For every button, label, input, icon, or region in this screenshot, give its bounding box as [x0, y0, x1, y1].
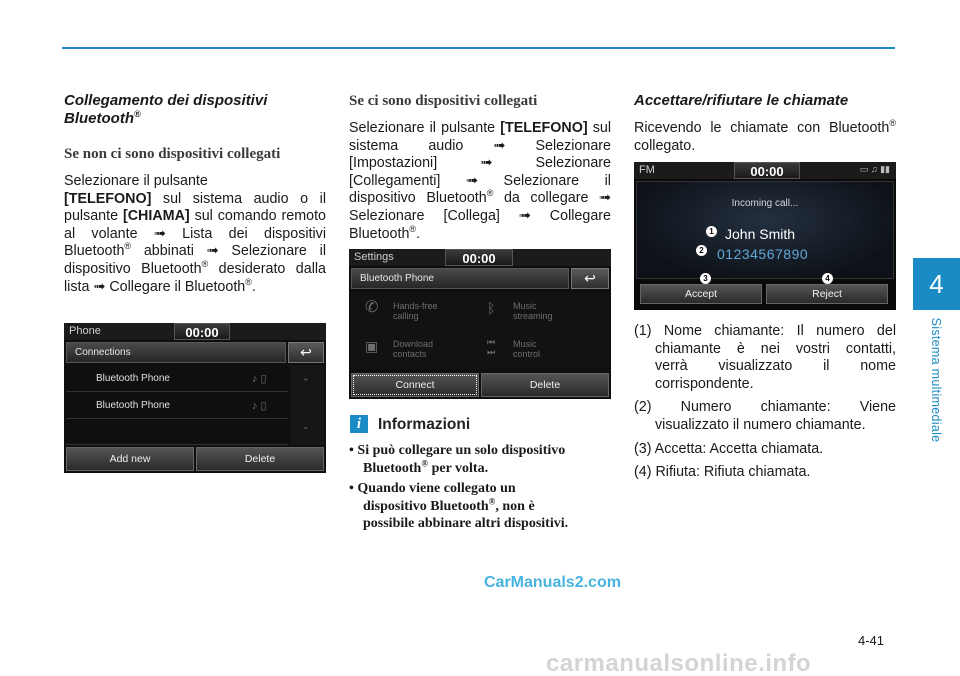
delete-button[interactable]: Delete	[481, 373, 609, 397]
callout-badge-1: 1	[706, 226, 717, 237]
empty-row	[66, 419, 288, 445]
phone-connections-screen	[64, 323, 326, 473]
device-row[interactable]: Bluetooth Phone ♪ ▯	[66, 365, 288, 392]
option-download-contacts[interactable]: Download contacts	[393, 339, 434, 359]
add-new-button[interactable]: Add new	[66, 447, 194, 471]
incoming-call-screen	[634, 162, 896, 310]
status-icons: ▭ ♫ ▮▮	[859, 164, 890, 174]
watermark-carmanuals2[interactable]: CarManuals2.com	[484, 574, 621, 591]
caller-number: 01234567890	[717, 246, 809, 262]
scrollbar[interactable]	[290, 365, 324, 445]
accept-button[interactable]: Accept	[640, 284, 762, 304]
bluetooth-phone-header: Bluetooth Phone	[351, 268, 569, 289]
info-bullet-1: • Si può collegare un solo dispositivo Bluetooth® per volta.	[349, 443, 566, 476]
phone-handset-icon: ✆	[365, 299, 379, 316]
page-number: 4-41	[858, 633, 885, 648]
back-button[interactable]	[288, 342, 324, 363]
column-3	[634, 92, 896, 155]
screen-clock: 00:00	[445, 249, 513, 266]
delete-button[interactable]: Delete	[196, 447, 324, 471]
back-icon: ↩	[584, 270, 596, 286]
screen-title: Settings	[349, 249, 611, 266]
chevron-down-icon: ⌄	[302, 421, 310, 431]
list-item: (2) Numero chiamante: Viene visualizzato il numero chiamante.	[634, 399, 896, 433]
option-music-control[interactable]: Music control	[513, 339, 541, 359]
music-note-icon: ♪ ▯	[252, 373, 267, 385]
options-grid	[351, 293, 609, 369]
media-control-icon: ⏮ ⏭	[487, 337, 496, 357]
back-icon: ↩	[300, 344, 312, 360]
option-hands-free[interactable]: Hands-free calling	[393, 301, 438, 321]
screen-title: FM	[634, 162, 896, 179]
chapter-number: 4	[929, 268, 944, 299]
watermark-carmanualsonline[interactable]: carmanualsonline.info	[546, 650, 812, 676]
info-title: Informazioni	[378, 416, 471, 433]
info-bullet-2: • Quando viene collegato un dispositivo Bluetooth®, non è possibile abbinare altri dispositivi.	[349, 481, 569, 531]
callout-badge-4: 4	[822, 273, 833, 284]
caller-name: John Smith	[725, 226, 796, 242]
subtitle-no-device: Se non ci sono dispositivi collegati	[64, 146, 281, 162]
option-music-streaming[interactable]: Music streaming	[513, 301, 553, 321]
caller-panel	[636, 181, 894, 279]
connect-button[interactable]: Connect	[351, 373, 479, 397]
screen-title: Phone	[64, 323, 326, 340]
paragraph-calls: Ricevendo le chiamate con Bluetooth® collegato.	[634, 118, 896, 154]
list-item: (1) Nome chiamante: Il numero del chiamante è nei vostri contatti, verrà visualizzato il nome corrispondente.	[634, 323, 896, 392]
chapter-tab	[913, 258, 960, 310]
section-title-calls: Accettare/rifiutare le chiamate	[634, 92, 849, 109]
contacts-icon: ▣	[365, 338, 379, 354]
list-item: (3) Accetta: Accetta chiamata.	[634, 440, 824, 457]
section-title-connect: Collegamento dei dispositivi Bluetooth®	[64, 92, 268, 127]
device-row[interactable]: Bluetooth Phone ♪ ▯	[66, 392, 288, 419]
bluetooth-icon: ᛒ	[487, 300, 496, 316]
paragraph-device-connected: Selezionare il pulsante [TELEFONO] sul sistema audio ➟ Selezionare [Impostazioni] ➟ Selezionare [Collegamenti] ➟ Selezionare il dispositivo Bluetooth® da collegare ➟ Selezionare [Collega] ➟ Collegare Bluetooth®.	[349, 120, 611, 242]
subtitle-device-connected: Se ci sono dispositivi collegati	[349, 93, 538, 109]
connections-header: Connections	[66, 342, 286, 363]
reject-button[interactable]: Reject	[766, 284, 888, 304]
list-item: (4) Rifiuta: Rifiuta chiamata.	[634, 464, 811, 481]
info-icon: i	[350, 415, 368, 433]
back-button[interactable]	[571, 268, 609, 289]
callout-list	[634, 323, 896, 482]
screen-clock: 00:00	[174, 323, 230, 340]
screen-clock: 00:00	[734, 162, 800, 179]
music-note-icon: ♪ ▯	[252, 400, 267, 412]
column-2	[349, 92, 611, 243]
callout-badge-2: 2	[696, 245, 707, 256]
paragraph-no-device: Selezionare il pulsante [TELEFONO] sul sistema audio o il pulsante [CHIAMA] sul comando remoto al volante ➟ Lista dei dispositivi Bluetooth® abbinati ➟ Selezionare il dispositivo Bluetooth® desiderato dalla lista ➟ Collegare il Bluetooth®.	[64, 173, 326, 295]
chevron-up-icon: ⌃	[302, 377, 310, 387]
callout-badge-3: 3	[700, 273, 711, 284]
chapter-label: Sistema multimediale	[929, 317, 943, 443]
top-rule	[62, 47, 895, 49]
column-1	[64, 92, 326, 296]
incoming-call-label: Incoming call...	[731, 198, 799, 209]
bluetooth-settings-screen	[349, 249, 611, 399]
